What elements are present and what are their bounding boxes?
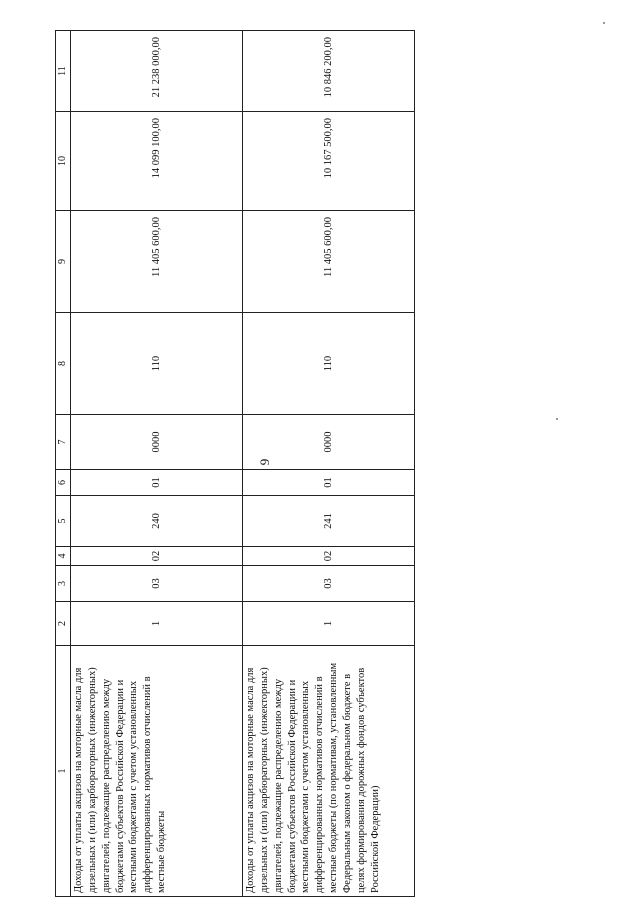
code-cell: 01 bbox=[71, 470, 243, 496]
column-number: 8 bbox=[56, 313, 71, 415]
column-number: 2 bbox=[56, 602, 71, 646]
amount-cell: 14 099 100,00 bbox=[71, 112, 243, 211]
column-number: 9 bbox=[56, 211, 71, 313]
code-cell: 0000 bbox=[243, 415, 415, 470]
code-cell: 01 bbox=[243, 470, 415, 496]
code-cell: 241 bbox=[243, 496, 415, 547]
code-cell: 02 bbox=[71, 547, 243, 566]
column-number-row bbox=[56, 31, 71, 897]
amount-cell: 11 405 600,00 bbox=[243, 211, 415, 313]
column-number: 4 bbox=[56, 547, 71, 566]
column-number: 5 bbox=[56, 496, 71, 547]
code-cell: 0000 bbox=[71, 415, 243, 470]
code-cell: 1 bbox=[71, 602, 243, 646]
code-cell: 110 bbox=[243, 313, 415, 415]
column-number: 10 bbox=[56, 112, 71, 211]
code-cell: 110 bbox=[71, 313, 243, 415]
table-row bbox=[71, 31, 243, 897]
rotated-table-sheet bbox=[55, 31, 415, 897]
scan-speck bbox=[556, 418, 558, 420]
code-cell: 1 bbox=[243, 602, 415, 646]
amount-cell: 10 167 500,00 bbox=[243, 112, 415, 211]
code-cell: 240 bbox=[71, 496, 243, 547]
budget-revenue-table bbox=[55, 30, 415, 897]
code-cell: 03 bbox=[243, 566, 415, 602]
revenue-description: Доходы от уплаты акцизов на моторные масла для дизельных и (или) карбюраторных (инжекторных) двигателей, подлежащие распределению между бюджетами субъектов Российской Федерации и местными бюджетами с учетом установленных дифференцированных нормативов отчислений в местные бюджеты (по нормативам, установленным Федеральным законом о федеральном бюджете в целях формирования дорожных фондов субъектов Российской Федерации) bbox=[243, 646, 415, 897]
code-cell: 03 bbox=[71, 566, 243, 602]
column-number: 6 bbox=[56, 470, 71, 496]
page-number: 9 bbox=[257, 458, 272, 466]
column-number: 1 bbox=[56, 646, 71, 897]
scan-speck bbox=[603, 22, 605, 24]
code-cell: 02 bbox=[243, 547, 415, 566]
table-row bbox=[243, 31, 415, 897]
revenue-description: Доходы от уплаты акцизов на моторные масла для дизельных и (или) карбюраторных (инжекторных) двигателей, подлежащие распределению между бюджетами субъектов Российской Федерации и местными бюджетами с учетом установленных дифференцированных нормативов отчислений в местные бюджеты bbox=[71, 646, 243, 897]
amount-cell: 11 405 600,00 bbox=[71, 211, 243, 313]
amount-cell: 10 846 200,00 bbox=[243, 31, 415, 112]
amount-cell: 21 238 000,00 bbox=[71, 31, 243, 112]
column-number: 7 bbox=[56, 415, 71, 470]
column-number: 11 bbox=[56, 31, 71, 112]
column-number: 3 bbox=[56, 566, 71, 602]
